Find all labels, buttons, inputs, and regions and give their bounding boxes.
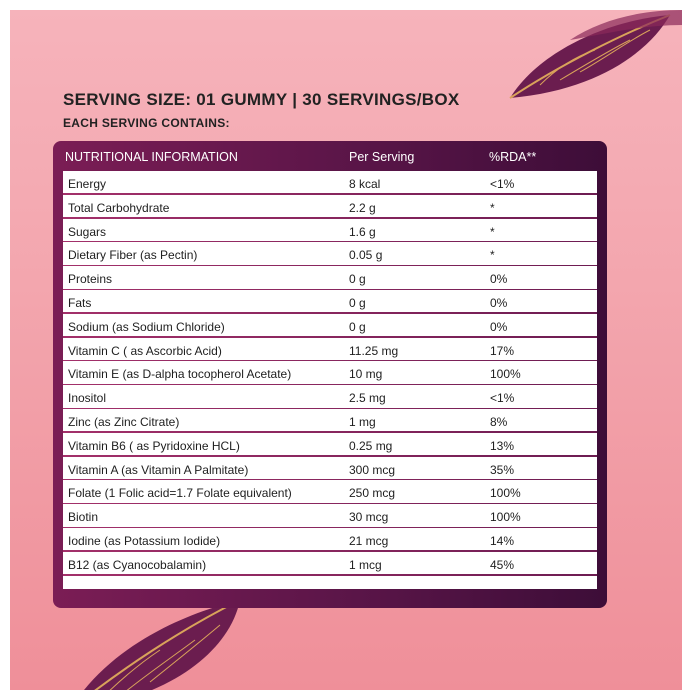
per-serving-value: 2.2 g [349, 200, 376, 215]
rda-value: <1% [490, 391, 515, 406]
table-row [63, 219, 597, 243]
rda-value: 17% [490, 343, 515, 358]
nutrition-table [53, 141, 607, 608]
rda-value: 45% [490, 557, 515, 572]
table-row [63, 552, 597, 576]
rda-value: * [490, 200, 495, 215]
table-row [63, 457, 597, 481]
per-serving-value: 21 mcg [349, 534, 389, 548]
rda-value: 0% [490, 296, 508, 310]
leaf-icon [70, 600, 250, 690]
nutrient-name: Iodine (as Potassium Iodide) [68, 534, 221, 548]
rda-value: * [490, 248, 495, 263]
per-serving-value: 0 g [349, 319, 366, 334]
nutrient-name: Vitamin E (as D-alpha tocopherol Acetate) [68, 367, 292, 382]
per-serving-value: 1 mcg [349, 557, 382, 572]
header-nutritional-information: NUTRITIONAL INFORMATION [65, 150, 238, 164]
per-serving-value: 1 mg [349, 415, 376, 429]
rda-value: 35% [490, 462, 515, 477]
nutrition-panel [10, 10, 682, 690]
nutrient-name: Energy [68, 177, 107, 191]
table-row [63, 433, 597, 457]
rda-value: <1% [490, 177, 515, 191]
table-row [63, 385, 597, 409]
header-per-serving: Per Serving [349, 150, 415, 164]
per-serving-value: 30 mcg [349, 510, 389, 525]
nutrient-name: Biotin [68, 510, 99, 525]
per-serving-value: 0.25 mg [349, 438, 393, 453]
row-divider [63, 574, 597, 575]
table-row [63, 171, 597, 195]
table-row [63, 290, 597, 314]
serving-subtitle: EACH SERVING CONTAINS: [63, 116, 230, 130]
per-serving-value: 0.05 g [349, 248, 383, 263]
nutrient-name: Vitamin A (as Vitamin A Palmitate) [68, 462, 249, 477]
table-row [63, 361, 597, 385]
rda-value: 8% [490, 415, 508, 429]
per-serving-value: 8 kcal [349, 177, 381, 191]
rda-value: 13% [490, 438, 515, 453]
nutrient-name: B12 (as Cyanocobalamin) [68, 557, 207, 572]
serving-size-title: SERVING SIZE: 01 GUMMY | 30 SERVINGS/BOX [63, 90, 460, 109]
per-serving-value: 250 mcg [349, 486, 396, 501]
table-row [63, 504, 597, 528]
rda-value: 100% [490, 367, 521, 382]
per-serving-value: 0 g [349, 272, 366, 287]
table-body [63, 171, 597, 589]
table-row [63, 409, 597, 433]
leaf-icon [500, 10, 682, 100]
per-serving-value: 1.6 g [349, 224, 376, 239]
per-serving-value: 0 g [349, 296, 366, 310]
per-serving-value: 10 mg [349, 367, 383, 382]
nutrient-name: Vitamin C ( as Ascorbic Acid) [68, 343, 222, 358]
table-row [63, 480, 597, 504]
nutrient-name: Sugars [68, 224, 107, 239]
nutrient-name: Total Carbohydrate [68, 200, 170, 215]
table-row [63, 266, 597, 290]
per-serving-value: 11.25 mg [349, 343, 399, 358]
rda-value: * [490, 224, 495, 239]
nutrient-name: Dietary Fiber (as Pectin) [68, 248, 198, 263]
nutrient-name: Zinc (as Zinc Citrate) [68, 415, 180, 429]
table-row [63, 314, 597, 338]
rda-value: 100% [490, 486, 521, 501]
table-row [63, 528, 597, 552]
rda-value: 14% [490, 534, 515, 548]
rda-value: 0% [490, 319, 508, 334]
table-header [53, 141, 607, 171]
table-row [63, 195, 597, 219]
header-rda: %RDA** [489, 150, 537, 164]
nutrient-name: Fats [68, 296, 92, 310]
nutrient-name: Sodium (as Sodium Chloride) [68, 319, 225, 334]
per-serving-value: 2.5 mg [349, 391, 386, 406]
table-row [63, 338, 597, 362]
rda-value: 100% [490, 510, 521, 525]
rda-value: 0% [490, 272, 508, 287]
per-serving-value: 300 mcg [349, 462, 396, 477]
nutrient-name: Folate (1 Folic acid=1.7 Folate equivalent) [68, 486, 292, 501]
nutrient-name: Proteins [68, 272, 113, 287]
nutrient-name: Vitamin B6 ( as Pyridoxine HCL) [68, 438, 240, 453]
nutrient-name: Inositol [68, 391, 107, 406]
table-row [63, 242, 597, 266]
